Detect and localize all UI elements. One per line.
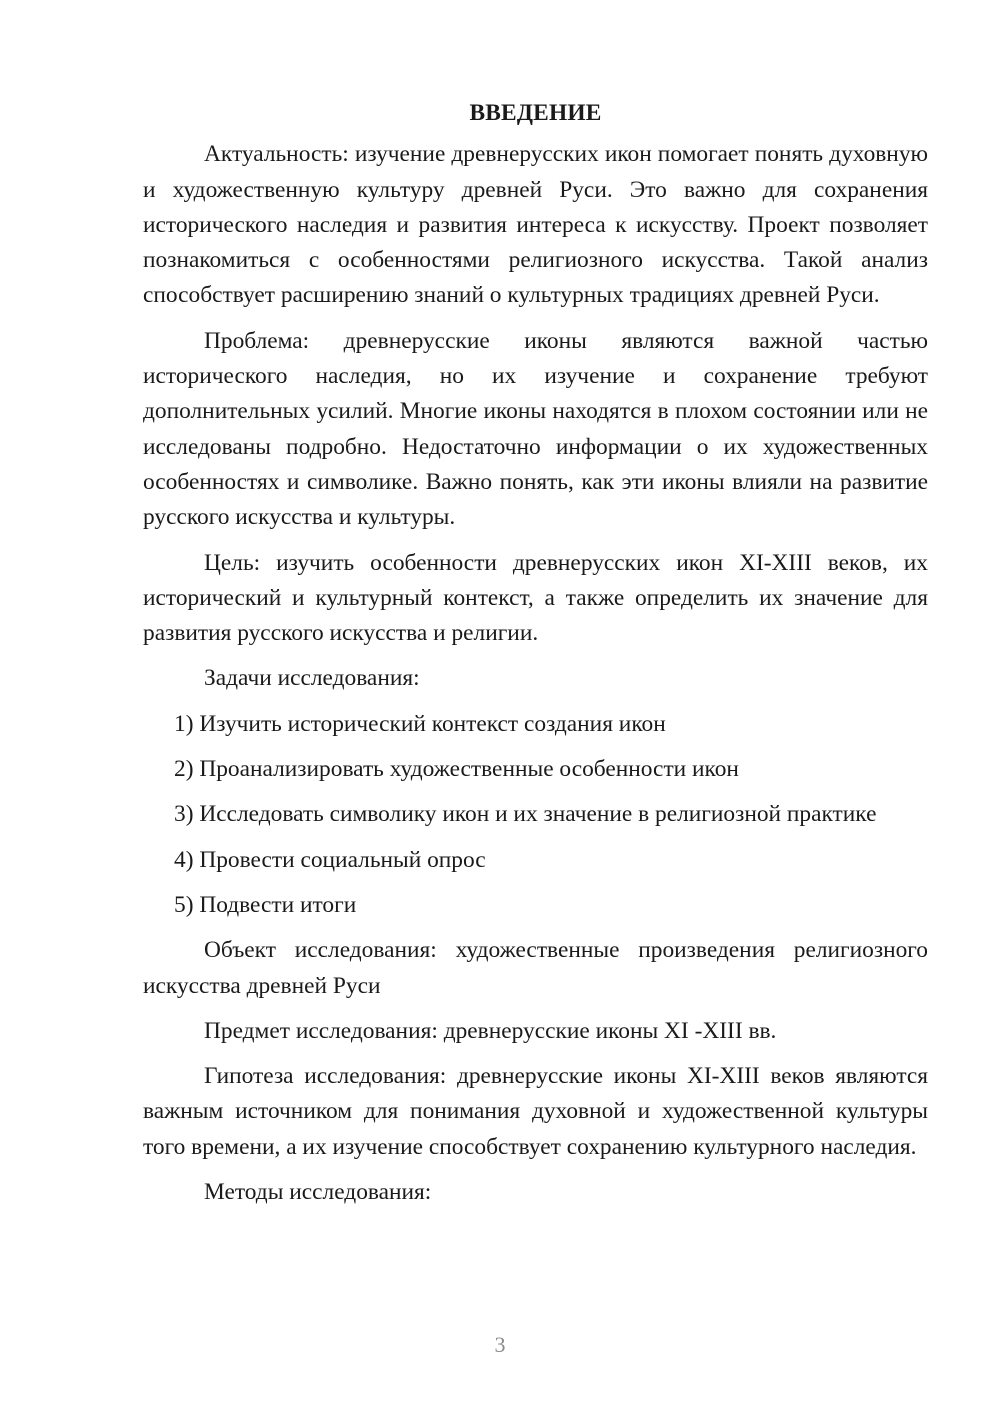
page-title: ВВЕДЕНИЕ xyxy=(469,100,602,126)
tasks-heading: Задачи исследования: xyxy=(204,665,420,692)
paragraph-object: Объект исследования: художественные произведения религиозного искусства древней Руси xyxy=(143,937,928,999)
list-item: 4) Провести социальный опрос xyxy=(174,846,486,873)
list-item: 1) Изучить исторический контекст создания икон xyxy=(174,710,666,737)
tasks-list xyxy=(143,707,928,923)
document-page xyxy=(143,96,928,1220)
list-item: 5) Подвести итоги xyxy=(174,891,357,918)
paragraph-problem: Проблема: древнерусские иконы являются важной частью исторического наследия, но их изучение и сохранение требуют дополнительных усилий. Многие иконы находятся в плохом состоянии или не исследованы подробно. Недостаточно информации о их художественных особенностях и символике. Важно понять, как эти иконы влияли на развитие русского искусства и культуры. xyxy=(143,327,928,531)
page-number: 3 xyxy=(494,1332,506,1357)
list-item: 2) Проанализировать художественные особенности икон xyxy=(174,756,739,783)
paragraph-hypothesis: Гипотеза исследования: древнерусские иконы XI-XIII веков являются важным источником для понимания духовной и художественной культуры того времени, а их изучение способствует сохранению культурного наследия. xyxy=(143,1063,928,1160)
methods-heading: Методы исследования: xyxy=(204,1179,432,1206)
list-item: 3) Исследовать символику икон и их значение в религиозной практике xyxy=(174,801,877,828)
paragraph-relevance: Актуальность: изучение древнерусских икон помогает понять духовную и художественную культуру древней Руси. Это важно для сохранения исторического наследия и развития интереса к искусству. Проект позволяет познакомиться с особенностями религиозного искусства. Такой анализ способствует расширению знаний о культурных традициях древней Руси. xyxy=(143,141,928,309)
paragraph-subject: Предмет исследования: древнерусские иконы XI -XIII вв. xyxy=(204,1017,777,1044)
paragraph-goal: Цель: изучить особенности древнерусских икон XI-XIII веков, их исторический и культурный контекст, а также определить их значение для развития русского искусства и религии. xyxy=(143,549,928,647)
